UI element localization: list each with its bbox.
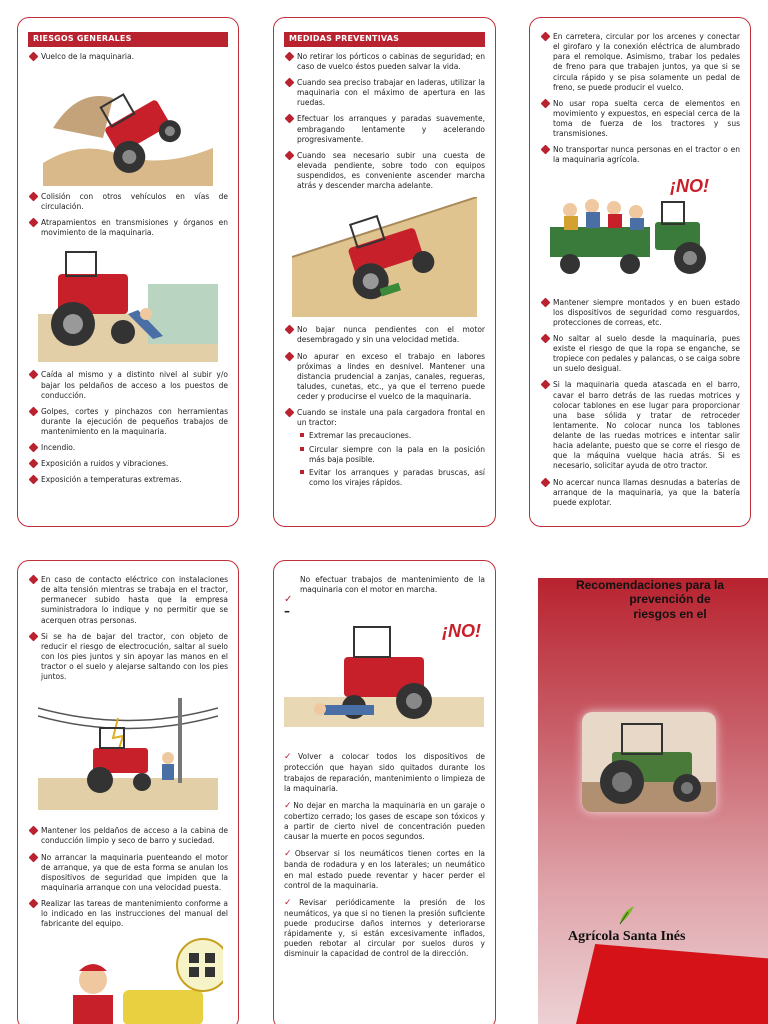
list-item: Mantener siempre montados y en buen estado los dispositivos de seguridad como resguardos, protecciones de correas, etc. <box>540 298 740 328</box>
list-item: Exposición a ruidos y vibraciones. <box>28 459 228 469</box>
sublist-item: Circular siempre con la pala en la posición más baja posible. <box>297 445 485 465</box>
section-header: RIESGOS GENERALES <box>28 32 228 47</box>
panel-continued-measures <box>529 17 751 527</box>
list-item: Cuando sea necesario subir una cuesta de elevada pendiente, sobre todo con equipos suspendidos, es conveniente ascender marcha atrás y descender marcha adelante. <box>284 151 485 192</box>
list-item-text: Volver a colocar todos los dispositivos de protección que hayan sido quitados durante los trabajos de reparación, mantenimiento o limpieza de la maquinaria. <box>284 752 485 793</box>
maintenance-engine-illustration <box>284 617 485 727</box>
list-item-text: No dejar en marcha la maquinaria en un garaje o cobertizo cerrado; los gases de escape son tóxicos y a partir de cierto nivel de concentración pueden causar la muerte en pocos segundos. <box>284 800 485 842</box>
dash-mark: – <box>284 604 290 619</box>
list-item-text: Revisar periódicamente la presión de los neumáticos, ya que si no tienen la presión suficiente puede producirse daños internos y deteriorarse rápidamente y, si están excesivamente inflados, pueden rebotar al circular por suelos duros y disminuir la capacidad de control de la dirección. <box>284 897 485 959</box>
maintenance-list <box>284 751 485 959</box>
sublist <box>297 431 485 488</box>
mechanic-illustration <box>33 935 223 1024</box>
list-item <box>284 800 485 843</box>
list-item: No acercar nunca llamas desnudas a baterías de arranque de la maquinaria, ya que la batería puede explotar. <box>540 478 740 508</box>
tractor-trailer-people-graphic <box>540 172 740 282</box>
check-mark-icon: ✓ <box>284 594 293 606</box>
list-item: Mantener los peldaños de acceso a la cabina de conducción limpio y seco de barro y suciedad. <box>28 826 228 846</box>
list-item: Exposición a temperaturas extremas. <box>28 475 228 485</box>
list-item: Si la maquinaria queda atascada en el barro, cavar el barro detrás de las ruedas motrices y colocar tablones en ese lugar para proporcionar una base sólida y tratar de retroceder lentamente. No colocar nunca los tablones delante de las ruedas motrices e intentar salir hacia adelante, puesto que se corre el riesgo de que la máquina vuelque hacia atrás. Si es necesario, solicitar ayuda de otro tractor. <box>540 380 740 471</box>
brand-name: Agrícola Santa Inés <box>568 929 686 944</box>
cover-title <box>560 578 740 621</box>
cover-title-line: Recomendaciones para la <box>575 578 725 592</box>
check-mark-icon: ✓ <box>284 849 294 860</box>
list-item: Realizar las tareas de mantenimiento conforme a lo indicado en las instrucciones del manual del fabricante del equipo. <box>28 899 228 929</box>
list-item: Si se ha de bajar del tractor, con objeto de reducir el riesgo de electrocución, saltar al suelo con los pies juntos y sin apoyar las manos en el tractor o el suelo y alejarse saltando con los pies juntos. <box>28 632 228 683</box>
panel-riesgos-generales <box>17 17 239 527</box>
measures-list-p3-cont <box>540 298 740 508</box>
list-item: No apurar en exceso el trabajo en labores próximas a lindes en desnivel. Mantener una distancia prudencial a zanjas, canales, regueras, taludes, cunetas, etc., ya que el terreno puede ceder y producirse el vuelco de la maquinaria. <box>284 352 485 403</box>
no-label: ¡NO! <box>670 175 709 196</box>
cover-title-line: prevención de <box>629 592 711 607</box>
list-item <box>284 751 485 794</box>
risk-list-cont <box>28 192 228 239</box>
list-item: En carretera, circular por los arcenes y conectar el girofaro y la conexión eléctrica de alumbrado para el remolque. Asimismo, trabar los pedales de freno para que trabajen juntos, ya que si se circula rápido y se pisa solamente un pedal de freno, se puede producir el vuelco. <box>540 32 740 93</box>
list-item: No transportar nunca personas en el tractor o en la maquinaria agrícola. <box>540 145 740 165</box>
tractor-slope-illustration <box>292 197 477 317</box>
leaf-logo-icon <box>616 902 638 926</box>
list-item: No arrancar la maquinaria puenteando el motor de arranque, ya que de esta forma se anulan los dispositivos de seguridad que impiden que la maquinaria arranque con una velocidad puesta. <box>28 853 228 894</box>
check-mark-icon: ✓ <box>284 897 299 908</box>
measures-list-p3 <box>540 32 740 166</box>
cover-title-line: riesgos en el <box>633 606 707 621</box>
people-transport-illustration <box>540 172 740 282</box>
risk-list-end <box>28 370 228 485</box>
list-item-text: Observar si los neumáticos tienen cortes en la banda de rodadura y en los laterales; un neumático en mal estado puede reventar y hacer perder el control de la maquinaria. <box>284 849 485 890</box>
list-item: En caso de contacto eléctrico con instalaciones de alta tensión mientras se trabaja en el tractor, permanecer subido hasta que la empresa suministradora lo indique y no permitir que se acerquen otras personas. <box>28 575 228 626</box>
list-item: No retirar los pórticos o cabinas de seguridad; en caso de vuelco éstos pueden salvar la vida. <box>284 52 485 72</box>
list-item: Colisión con otros vehículos en vías de circulación. <box>28 192 228 212</box>
list-item: Atrapamientos en transmisiones y órganos en movimiento de la maquinaria. <box>28 218 228 238</box>
list-item: Cuando sea preciso trabajar en laderas, utilizar la maquinaria con el máximo de apertura en las ruedas. <box>284 78 485 108</box>
list-item: Vuelco de la maquinaria. <box>28 52 228 62</box>
electrocution-illustration <box>38 688 218 810</box>
section-header: MEDIDAS PREVENTIVAS <box>284 32 485 47</box>
list-item: No saltar al suelo desde la maquinaria, pues existe el riesgo de que la ropa se enganche, se tropiece con pedales y palancas, o se caiga sobre un suelo desigual. <box>540 334 740 375</box>
panel-electrical-maintenance <box>17 560 239 1024</box>
list-item-text: Cuando se instale una pala cargadora frontal en un tractor: <box>297 408 485 428</box>
check-mark-icon: ✓ <box>284 800 293 811</box>
list-item: No bajar nunca pendientes con el motor desembragado y sin una velocidad metida. <box>284 325 485 345</box>
tractor-rollover-illustration <box>43 68 213 186</box>
measures-list-cont <box>284 325 485 488</box>
risk-list <box>28 52 228 62</box>
list-item: Caída al mismo y a distinto nivel al subir y/o bajar los peldaños de acceso a los puestos de conducción. <box>28 370 228 400</box>
check-mark-icon: ✓ <box>284 752 297 763</box>
top-text: No efectuar trabajos de mantenimiento de la maquinaria con el motor en marcha. <box>300 575 485 595</box>
sublist-item: Evitar los arranques y paradas bruscas, así como los virajes rápidos. <box>297 468 485 488</box>
tractor-entanglement-illustration <box>38 244 218 362</box>
list-item: Efectuar los arranques y paradas suavemente, embragando lentamente y acelerando progresivamente. <box>284 114 485 144</box>
list-item <box>284 408 485 488</box>
no-label: ¡NO! <box>442 621 481 642</box>
list-item <box>284 848 485 891</box>
list-item <box>284 897 485 960</box>
panel-medidas-preventivas <box>273 17 496 527</box>
red-decorative-shape <box>576 944 768 1024</box>
panel-maintenance <box>273 560 496 1024</box>
list-item: Golpes, cortes y pinchazos con herramientas durante la ejecución de pequeños trabajos de mantenimiento en la maquinaria. <box>28 407 228 437</box>
list-item: No usar ropa suelta cerca de elementos en movimiento y expuestos, en especial cerca de la toma de fuerza de los tractores y sus transmisiones. <box>540 99 740 140</box>
measures-list-p4-cont <box>28 826 228 929</box>
list-item: Incendio. <box>28 443 228 453</box>
green-tractor-photo <box>582 712 716 812</box>
measures-list <box>284 52 485 192</box>
measures-list-p4 <box>28 575 228 682</box>
sublist-item: Extremar las precauciones. <box>297 431 485 441</box>
